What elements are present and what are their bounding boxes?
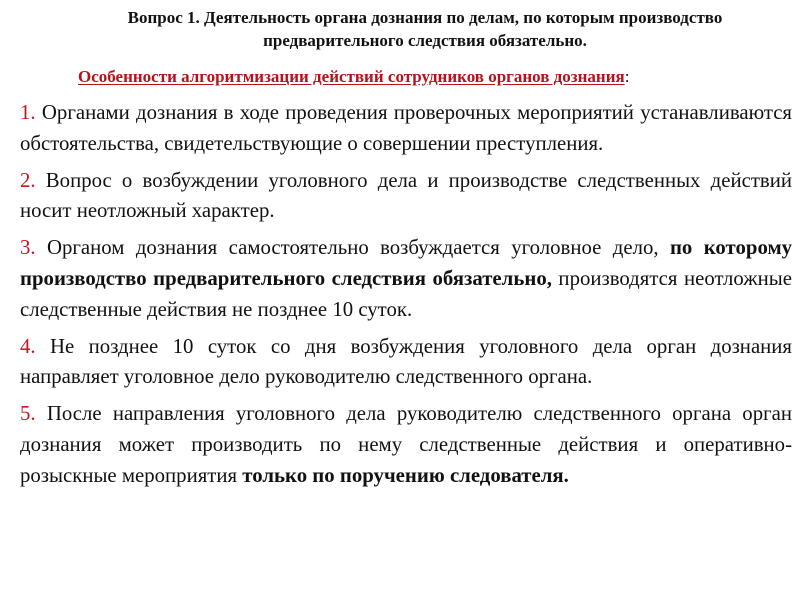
list-item: [20, 332, 792, 394]
list-item-text: Не позднее 10 суток со дня возбуждения уголовного дела орган дознания направляет уголовное дело руководителю следственного органа.: [20, 334, 792, 389]
slide-title-line-1: Вопрос 1. Деятельность органа дознания по делам, по которым производство: [127, 8, 723, 27]
list-item-bold-text: только по поручению следователя.: [242, 463, 569, 487]
section-subtitle-colon: :: [624, 67, 630, 86]
list-item: [20, 399, 792, 491]
slide-title: [60, 6, 790, 52]
section-subtitle-text: Особенности алгоритмизации действий сотрудников органов дознания: [78, 67, 625, 86]
list-item: [20, 233, 792, 325]
list-item-number: 4.: [20, 334, 36, 358]
steps-list: [20, 98, 792, 498]
list-item-text: Органом дознания самостоятельно возбуждается уголовное дело,: [35, 236, 670, 260]
slide-title-line-2: предварительного следствия обязательно.: [263, 31, 587, 50]
section-subtitle: [78, 66, 629, 88]
list-item-text: Органами дознания в ходе проведения проверочных мероприятий устанавливаются обстоятельства, свидетельствующие о совершении преступления.: [20, 101, 792, 155]
list-item-text: Вопрос о возбуждении уголовного дела и производстве следственных действий носит неотложный характер.: [20, 168, 792, 223]
list-item: [20, 166, 792, 228]
list-item-number: 1.: [20, 101, 36, 124]
list-item: [20, 98, 792, 160]
list-item-text: После направления уголовного дела руководителю следственного органа орган дознания может производить по нему следственные действия и оперативно-розыскные мероприятия: [20, 402, 792, 487]
list-item-bold-text: по которому производство предварительного следствия обязательно,: [20, 236, 793, 290]
list-item-number: 2.: [20, 168, 36, 192]
list-item-number: 3.: [20, 236, 36, 260]
list-item-tail-text: производятся неотложные следственные действия не позднее 10 суток.: [20, 266, 792, 321]
list-item-number: 5.: [20, 402, 36, 426]
